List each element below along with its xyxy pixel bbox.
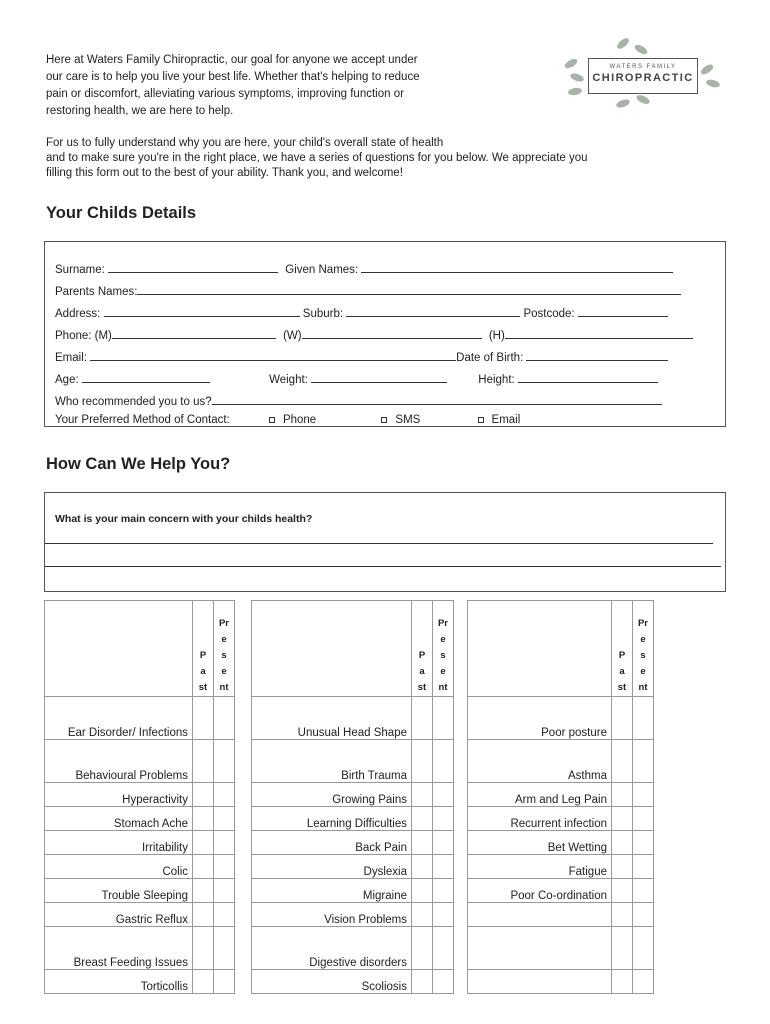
- chiropractic-logo: [556, 30, 728, 120]
- address-label: Address:: [55, 308, 101, 320]
- past-checkbox-cell[interactable]: [412, 879, 433, 903]
- past-checkbox-cell[interactable]: [193, 807, 214, 831]
- present-checkbox-cell[interactable]: [214, 970, 235, 994]
- past-checkbox-cell[interactable]: [193, 697, 214, 740]
- leaf-icon: [633, 43, 649, 56]
- height-label: Height:: [478, 374, 515, 386]
- recommended-field[interactable]: [212, 393, 662, 405]
- past-checkbox-cell[interactable]: [612, 740, 633, 783]
- phone-home-field[interactable]: [505, 327, 693, 339]
- present-header: Pr e s e nt: [433, 601, 454, 697]
- present-checkbox-cell[interactable]: [633, 855, 654, 879]
- past-checkbox-cell[interactable]: [412, 831, 433, 855]
- condition-name: Stomach Ache: [45, 807, 193, 831]
- condition-name: Scoliosis: [252, 970, 412, 994]
- past-checkbox-cell[interactable]: [412, 697, 433, 740]
- present-checkbox-cell[interactable]: [633, 831, 654, 855]
- leaf-icon: [699, 63, 714, 77]
- present-checkbox-cell[interactable]: [633, 927, 654, 970]
- past-checkbox-cell[interactable]: [412, 903, 433, 927]
- postcode-field[interactable]: [578, 305, 668, 317]
- past-checkbox-cell[interactable]: [193, 855, 214, 879]
- condition-name: Unusual Head Shape: [252, 697, 412, 740]
- present-checkbox-cell[interactable]: [214, 903, 235, 927]
- main-concern-question: What is your main concern with your childs health?: [55, 513, 313, 525]
- leaf-icon: [615, 98, 631, 109]
- past-checkbox-cell[interactable]: [612, 903, 633, 927]
- conditions-table-2: [251, 600, 454, 994]
- condition-header-blank: [468, 601, 612, 697]
- conditions-table-3: [467, 600, 654, 994]
- recommended-label: Who recommended you to us?: [55, 396, 212, 408]
- condition-name: Poor posture: [468, 697, 612, 740]
- section-heading-help: How Can We Help You?: [46, 455, 231, 473]
- present-checkbox-cell[interactable]: [214, 831, 235, 855]
- past-header: P a st: [193, 601, 214, 697]
- dob-label: Date of Birth:: [456, 352, 524, 364]
- present-checkbox-cell[interactable]: [633, 903, 654, 927]
- leaf-icon: [705, 78, 720, 88]
- past-checkbox-cell[interactable]: [193, 879, 214, 903]
- given-names-field[interactable]: [361, 261, 673, 273]
- leaf-icon: [635, 93, 651, 105]
- logo-badge: [588, 58, 698, 94]
- condition-name: Torticollis: [45, 970, 193, 994]
- condition-name: Migraine: [252, 879, 412, 903]
- contact-option-sms[interactable]: SMS: [381, 414, 420, 426]
- past-checkbox-cell[interactable]: [612, 783, 633, 807]
- surname-label: Surname:: [55, 264, 105, 276]
- present-checkbox-cell[interactable]: [433, 879, 454, 903]
- contact-option-email[interactable]: Email: [478, 414, 521, 426]
- condition-name: Ear Disorder/ Infections: [45, 697, 193, 740]
- present-checkbox-cell[interactable]: [214, 783, 235, 807]
- present-checkbox-cell[interactable]: [433, 903, 454, 927]
- past-checkbox-cell[interactable]: [193, 903, 214, 927]
- postcode-label: Postcode:: [523, 308, 575, 320]
- past-header: P a st: [612, 601, 633, 697]
- condition-name: Learning Difficulties: [252, 807, 412, 831]
- present-header: Pr e s e nt: [633, 601, 654, 697]
- present-checkbox-cell[interactable]: [214, 740, 235, 783]
- past-checkbox-cell[interactable]: [193, 927, 214, 970]
- phone-work-label: (W): [283, 330, 302, 342]
- past-checkbox-cell[interactable]: [193, 783, 214, 807]
- condition-name: Vision Problems: [252, 903, 412, 927]
- address-field[interactable]: [104, 305, 300, 317]
- condition-name: Colic: [45, 855, 193, 879]
- main-concern-line-1[interactable]: [45, 543, 713, 544]
- parents-names-label: Parents Names:: [55, 286, 138, 298]
- suburb-field[interactable]: [346, 305, 520, 317]
- surname-field[interactable]: [108, 261, 278, 273]
- contact-option-phone[interactable]: Phone: [269, 414, 316, 426]
- leaf-icon: [615, 36, 630, 50]
- present-checkbox-cell[interactable]: [433, 970, 454, 994]
- past-checkbox-cell[interactable]: [193, 831, 214, 855]
- present-checkbox-cell[interactable]: [633, 970, 654, 994]
- logo-small-text: WATERS FAMILY: [609, 64, 677, 70]
- main-concern-line-2[interactable]: [45, 566, 721, 567]
- past-checkbox-cell[interactable]: [612, 970, 633, 994]
- past-checkbox-cell[interactable]: [612, 807, 633, 831]
- phone-mobile-field[interactable]: [112, 327, 276, 339]
- past-checkbox-cell[interactable]: [412, 970, 433, 994]
- condition-name: Hyperactivity: [45, 783, 193, 807]
- phone-home-label: (H): [488, 330, 505, 342]
- present-header: Pr e s e nt: [214, 601, 235, 697]
- present-checkbox-cell[interactable]: [433, 831, 454, 855]
- condition-name: Fatigue: [468, 855, 612, 879]
- condition-name: Poor Co-ordination: [468, 879, 612, 903]
- condition-name: Dyslexia: [252, 855, 412, 879]
- past-checkbox-cell[interactable]: [612, 831, 633, 855]
- present-checkbox-cell[interactable]: [633, 740, 654, 783]
- present-checkbox-cell[interactable]: [214, 697, 235, 740]
- condition-name: Back Pain: [252, 831, 412, 855]
- condition-name: Birth Trauma: [252, 740, 412, 783]
- leaf-icon: [567, 87, 582, 96]
- condition-name: Asthma: [468, 740, 612, 783]
- past-checkbox-cell[interactable]: [612, 697, 633, 740]
- condition-name: Breast Feeding Issues: [45, 927, 193, 970]
- dob-field[interactable]: [526, 349, 668, 361]
- checkbox-icon[interactable]: [478, 417, 484, 423]
- condition-name: Bet Wetting: [468, 831, 612, 855]
- condition-name: Irritability: [45, 831, 193, 855]
- condition-name: [468, 927, 612, 970]
- leaf-icon: [569, 72, 585, 83]
- conditions-table-1: [44, 600, 235, 994]
- age-field[interactable]: [82, 371, 210, 383]
- suburb-label: Suburb:: [302, 308, 344, 320]
- past-checkbox-cell[interactable]: [412, 927, 433, 970]
- checkbox-icon[interactable]: [381, 417, 387, 423]
- present-checkbox-cell[interactable]: [633, 697, 654, 740]
- contact-method-label: Your Preferred Method of Contact:: [55, 414, 230, 426]
- past-checkbox-cell[interactable]: [412, 807, 433, 831]
- present-checkbox-cell[interactable]: [633, 879, 654, 903]
- intro-paragraph-1: Here at Waters Family Chiropractic, our goal for anyone we accept under our care is to help you live your best life. Whether that's helping to reduce pain or discomfort, alleviating various symptoms, improving function or restoring health, we are here to help.: [46, 54, 420, 117]
- intro-paragraph-2: For us to fully understand why you are here, your child's overall state of health and to make sure you're in the right place, we have a series of questions for you below. We appreciate you filling this form out to the best of your ability. Thank you, and welcome!: [46, 137, 588, 179]
- present-checkbox-cell[interactable]: [433, 783, 454, 807]
- parents-names-field[interactable]: [137, 283, 681, 295]
- present-checkbox-cell[interactable]: [633, 783, 654, 807]
- email-label: Email:: [55, 352, 87, 364]
- present-checkbox-cell[interactable]: [214, 807, 235, 831]
- weight-label: Weight:: [269, 374, 308, 386]
- present-checkbox-cell[interactable]: [433, 697, 454, 740]
- condition-header-blank: [252, 601, 412, 697]
- past-checkbox-cell[interactable]: [612, 927, 633, 970]
- present-checkbox-cell[interactable]: [214, 879, 235, 903]
- present-checkbox-cell[interactable]: [633, 807, 654, 831]
- past-checkbox-cell[interactable]: [193, 970, 214, 994]
- past-header: P a st: [412, 601, 433, 697]
- leaf-icon: [563, 57, 579, 70]
- main-concern-box: [44, 492, 726, 592]
- present-checkbox-cell[interactable]: [214, 927, 235, 970]
- condition-name: [468, 970, 612, 994]
- past-checkbox-cell[interactable]: [193, 740, 214, 783]
- present-checkbox-cell[interactable]: [433, 807, 454, 831]
- condition-name: Digestive disorders: [252, 927, 412, 970]
- present-checkbox-cell[interactable]: [433, 927, 454, 970]
- condition-name: Arm and Leg Pain: [468, 783, 612, 807]
- past-checkbox-cell[interactable]: [612, 855, 633, 879]
- past-checkbox-cell[interactable]: [412, 855, 433, 879]
- email-field[interactable]: [90, 349, 456, 361]
- condition-name: Gastric Reflux: [45, 903, 193, 927]
- condition-name: Trouble Sleeping: [45, 879, 193, 903]
- present-checkbox-cell[interactable]: [433, 740, 454, 783]
- weight-field[interactable]: [311, 371, 447, 383]
- past-checkbox-cell[interactable]: [412, 740, 433, 783]
- height-field[interactable]: [518, 371, 658, 383]
- phone-mobile-label: Phone: (M): [55, 330, 112, 342]
- given-names-label: Given Names:: [285, 264, 359, 276]
- phone-work-field[interactable]: [302, 327, 482, 339]
- condition-name: Growing Pains: [252, 783, 412, 807]
- condition-name: Behavioural Problems: [45, 740, 193, 783]
- checkbox-icon[interactable]: [269, 417, 275, 423]
- present-checkbox-cell[interactable]: [433, 855, 454, 879]
- child-details-box: [44, 241, 726, 427]
- past-checkbox-cell[interactable]: [612, 879, 633, 903]
- past-checkbox-cell[interactable]: [412, 783, 433, 807]
- present-checkbox-cell[interactable]: [214, 855, 235, 879]
- condition-name: [468, 903, 612, 927]
- condition-header-blank: [45, 601, 193, 697]
- logo-big-text: CHIROPRACTIC: [592, 72, 694, 84]
- age-label: Age:: [55, 374, 79, 386]
- section-heading-details: Your Childs Details: [46, 204, 197, 222]
- condition-name: Recurrent infection: [468, 807, 612, 831]
